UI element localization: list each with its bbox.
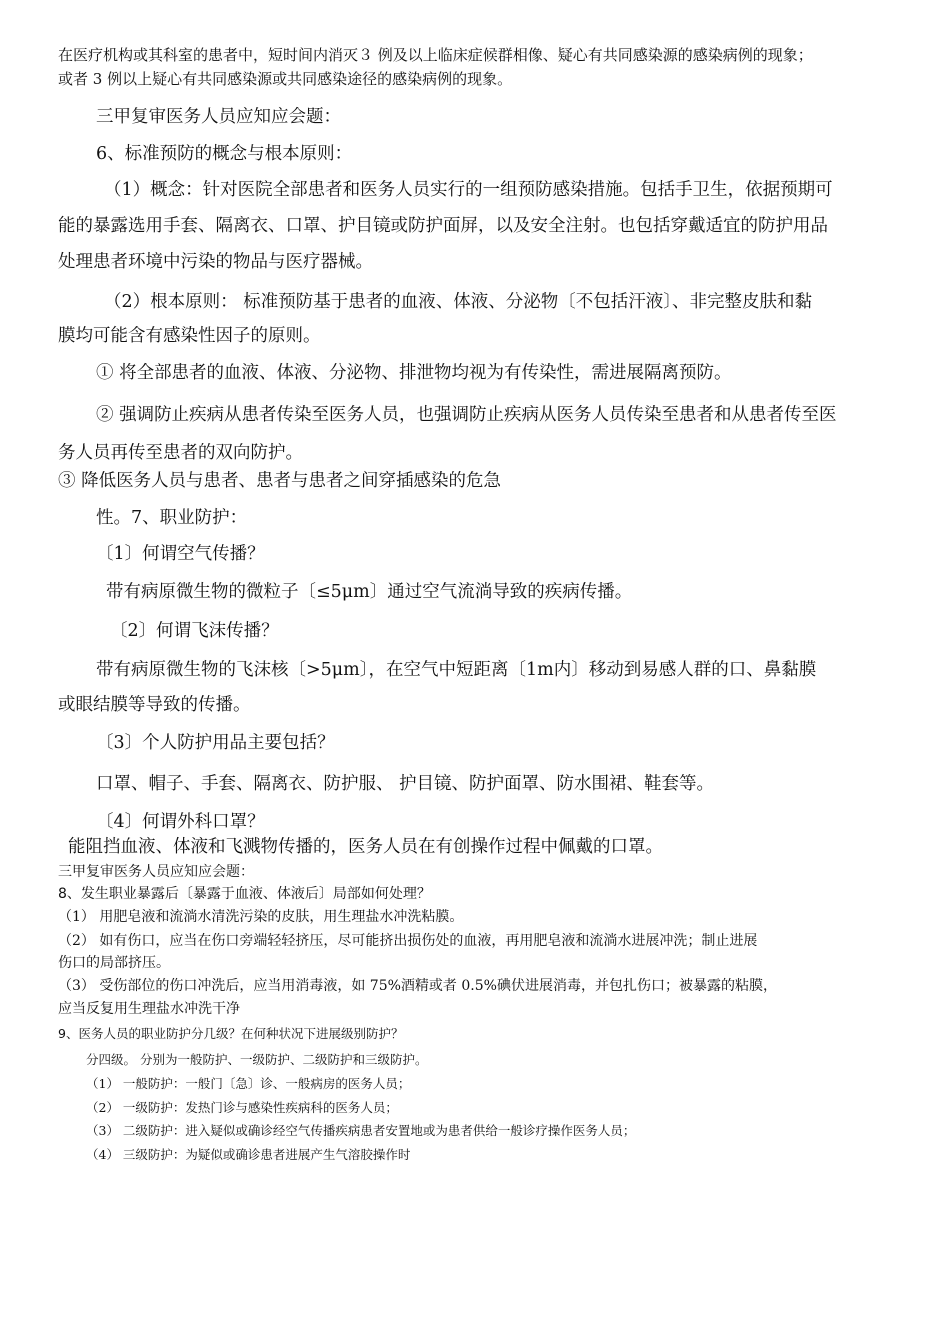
ppe-question: 〔3〕个人防护用品主要包括？ [96,733,335,753]
droplet-answer-line-1: 带有病原微生物的飞沫核〔>5μm〕，在空气中短距离〔1m内〕移动到易感人群的口、鼻黏膜 [96,660,817,680]
protection-level-3: （4） 三级防护：为疑似或确诊患者进展产生气溶胶操作时 [86,1147,411,1162]
protection-level-2: （3） 二级防护：进入疑似或确诊经空气传播疾病患者安置地或为患者供给一般诊疗操作医务人员； [86,1123,636,1138]
concept-line-2: 能的暴露选用手套、隔离衣、口罩、护目镜或防护面屏，以及安全注射。也包括穿戴适宜的防护用品 [58,216,828,236]
surgical-mask-answer: 能阻挡血液、体液和飞溅物传播的，医务人员在有创操作过程中佩戴的口罩。 [68,837,663,857]
question-6-title: 6、标准预防的概念与根本原则： [96,144,353,164]
protection-level-1: （2） 一级防护：发热门诊与感染性疾病科的医务人员； [86,1100,398,1115]
exposure-step-1: （1） 用肥皂液和流淌水清洗污染的皮肤，用生理盐水冲洗粘膜。 [58,909,464,925]
principle-item-2-line-2: 务人员再传至患者的双向防护。 [58,443,303,463]
exposure-step-2-line-2: 伤口的局部挤压。 [58,955,170,971]
principle-item-3: ③ 降低医务人员与患者、患者与患者之间穿插感染的危急 [58,471,502,491]
intro-line-1: 在医疗机构或其科室的患者中，短时间内消灭３ 例及以上临床症候群相像、疑心有共同感染源的感染病例的现象； [58,46,813,64]
airborne-question: 〔1〕何谓空气传播？ [96,544,265,564]
ppe-answer: 口罩、帽子、手套、隔离衣、防护服、 护目镜、防护面罩、防水围裙、鞋套等。 [96,774,715,794]
exposure-step-2-line-1: （2） 如有伤口，应当在伤口旁端轻轻挤压，尽可能挤出损伤处的血液，再用肥皂液和流淌水进展冲洗；制止进展 [58,933,758,949]
concept-line-1: （1）概念：针对医院全部患者和医务人员实行的一组预防感染措施。包括手卫生，依据预期可 [104,180,833,200]
protection-level-general: （1） 一般防护：一般门〔急〕诊、一般病房的医务人员； [86,1076,411,1091]
principle-item-1: ① 将全部患者的血液、体液、分泌物、排泄物均视为有传染性，需进展隔离预防。 [96,363,732,383]
question-8-title: 8、发生职业暴露后〔暴露于血液、体液后〕局部如何处理？ [58,886,431,902]
principle-item-2-line-1: ② 强调防止疾病从患者传染至医务人员，也强调防止疾病从医务人员传染至患者和从患者传至医 [96,405,837,425]
airborne-answer: 带有病原微生物的微粒子〔≤5μm〕通过空气流淌导致的疾病传播。 [106,582,633,602]
protection-summary: 分四级。 分别为一般防护、一级防护、二级防护和三级防护。 [86,1052,428,1067]
section-heading: 三甲复审医务人员应知应会题： [96,107,341,127]
question-9-title: 9、医务人员的职业防护分几级？在何种状况下进展级别防护？ [58,1026,404,1041]
principle-line-2: 膜均可能含有感染性因子的原则。 [58,326,321,346]
droplet-question: 〔2〕何谓飞沫传播？ [110,621,279,641]
concept-line-3: 处理患者环境中污染的物品与医疗器械。 [58,252,373,272]
section-heading-2: 三甲复审医务人员应知应会题： [58,864,254,880]
exposure-step-3-line-1: （3） 受伤部位的伤口冲洗后，应当用消毒液，如 75%酒精或者 0.5%碘伏进展消毒，并包扎伤口；被暴露的粘膜， [58,978,777,994]
question-7-title: 性。7、职业防护： [96,508,248,528]
surgical-mask-question: 〔4〕何谓外科口罩？ [96,812,265,832]
principle-line-1: （2）根本原则： 标准预防基于患者的血液、体液、分泌物〔不包括汗液〕、非完整皮肤和黏 [104,292,812,312]
droplet-answer-line-2: 或眼结膜等导致的传播。 [58,695,251,715]
exposure-step-3-line-2: 应当反复用生理盐水冲洗干净 [58,1001,240,1017]
intro-line-2: 或者 3 例以上疑心有共同感染源或共同感染途径的感染病例的现象。 [58,70,513,88]
